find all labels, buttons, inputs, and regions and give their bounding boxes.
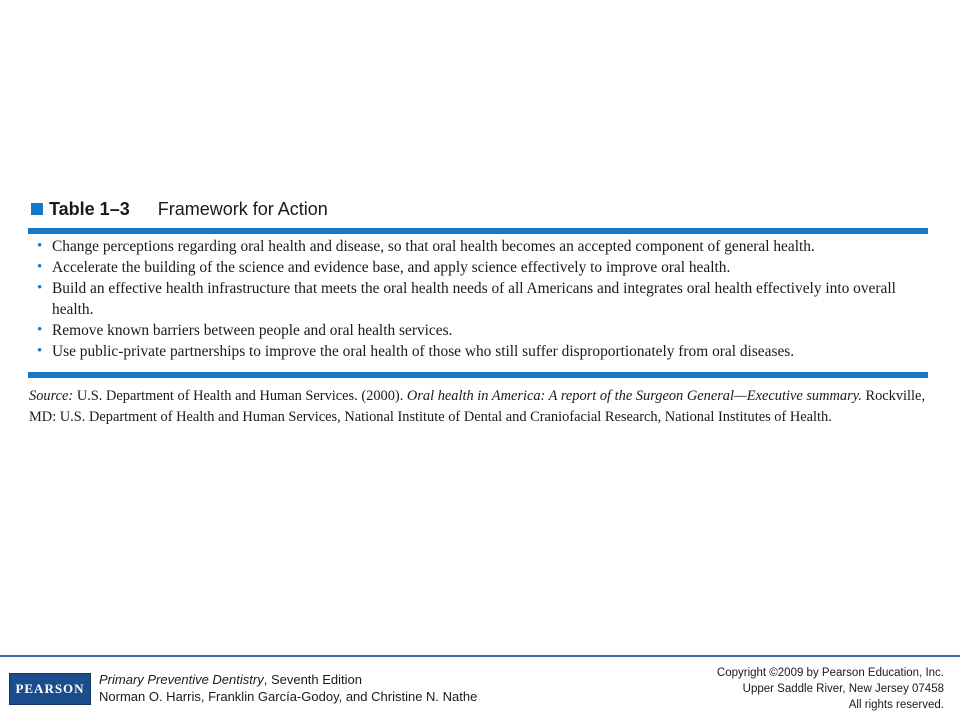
list-item: • Use public-private partnerships to improve the oral health of those who still suffer disproportionately from oral diseases. [37, 343, 795, 360]
book-authors: Norman O. Harris, Franklin García-Godoy, and Christine N. Nathe [99, 689, 478, 704]
bullet-icon: • [37, 280, 43, 296]
book-citation [99, 671, 477, 705]
footer-divider [0, 655, 960, 657]
source-report-title: Oral health in America: A report of the Surgeon General—Executive summary. [406, 388, 862, 404]
table-number: Table 1–3 [49, 198, 130, 219]
table-heading [31, 194, 328, 224]
copyright-line: Copyright ©2009 by Pearson Education, Inc. [716, 667, 944, 679]
list-item: • Build an effective health infrastructure that meets the oral health needs of all Americans and integrates oral health effectively into overall health. [37, 280, 896, 318]
copyright-line: All rights reserved. [848, 699, 944, 711]
copyright-notice [717, 665, 944, 713]
source-label: Source: [29, 388, 74, 404]
list-item: • Change perceptions regarding oral health and disease, so that oral health becomes an accepted component of general health. [37, 238, 815, 255]
book-title: Primary Preventive Dentistry [99, 672, 264, 687]
table-top-rule [28, 228, 928, 234]
list-item: • Remove known barriers between people and oral health services. [37, 322, 453, 339]
table-title: Framework for Action [157, 198, 328, 219]
pearson-logo: PEARSON [9, 673, 91, 705]
bullet-icon: • [37, 322, 43, 338]
source-text-2: Rockville, MD: U.S. Department of Health and Human Services, National Institute of Dental and Craniofacial Research, National Institutes of Health. [29, 388, 926, 425]
bullet-list [37, 236, 932, 362]
heading-square-icon [31, 203, 43, 215]
list-item: • Accelerate the building of the science and evidence base, and apply science effectively to improve oral health. [37, 259, 731, 276]
bullet-icon: • [37, 238, 43, 254]
source-citation [29, 386, 929, 428]
source-text-1: U.S. Department of Health and Human Services. (2000). [73, 388, 407, 404]
bullet-icon: • [37, 343, 43, 359]
copyright-line: Upper Saddle River, New Jersey 07458 [742, 683, 944, 695]
bullet-icon: • [37, 259, 43, 275]
book-edition: , Seventh Edition [263, 672, 363, 687]
book-title-line [99, 671, 477, 688]
table-bottom-rule [28, 372, 928, 378]
